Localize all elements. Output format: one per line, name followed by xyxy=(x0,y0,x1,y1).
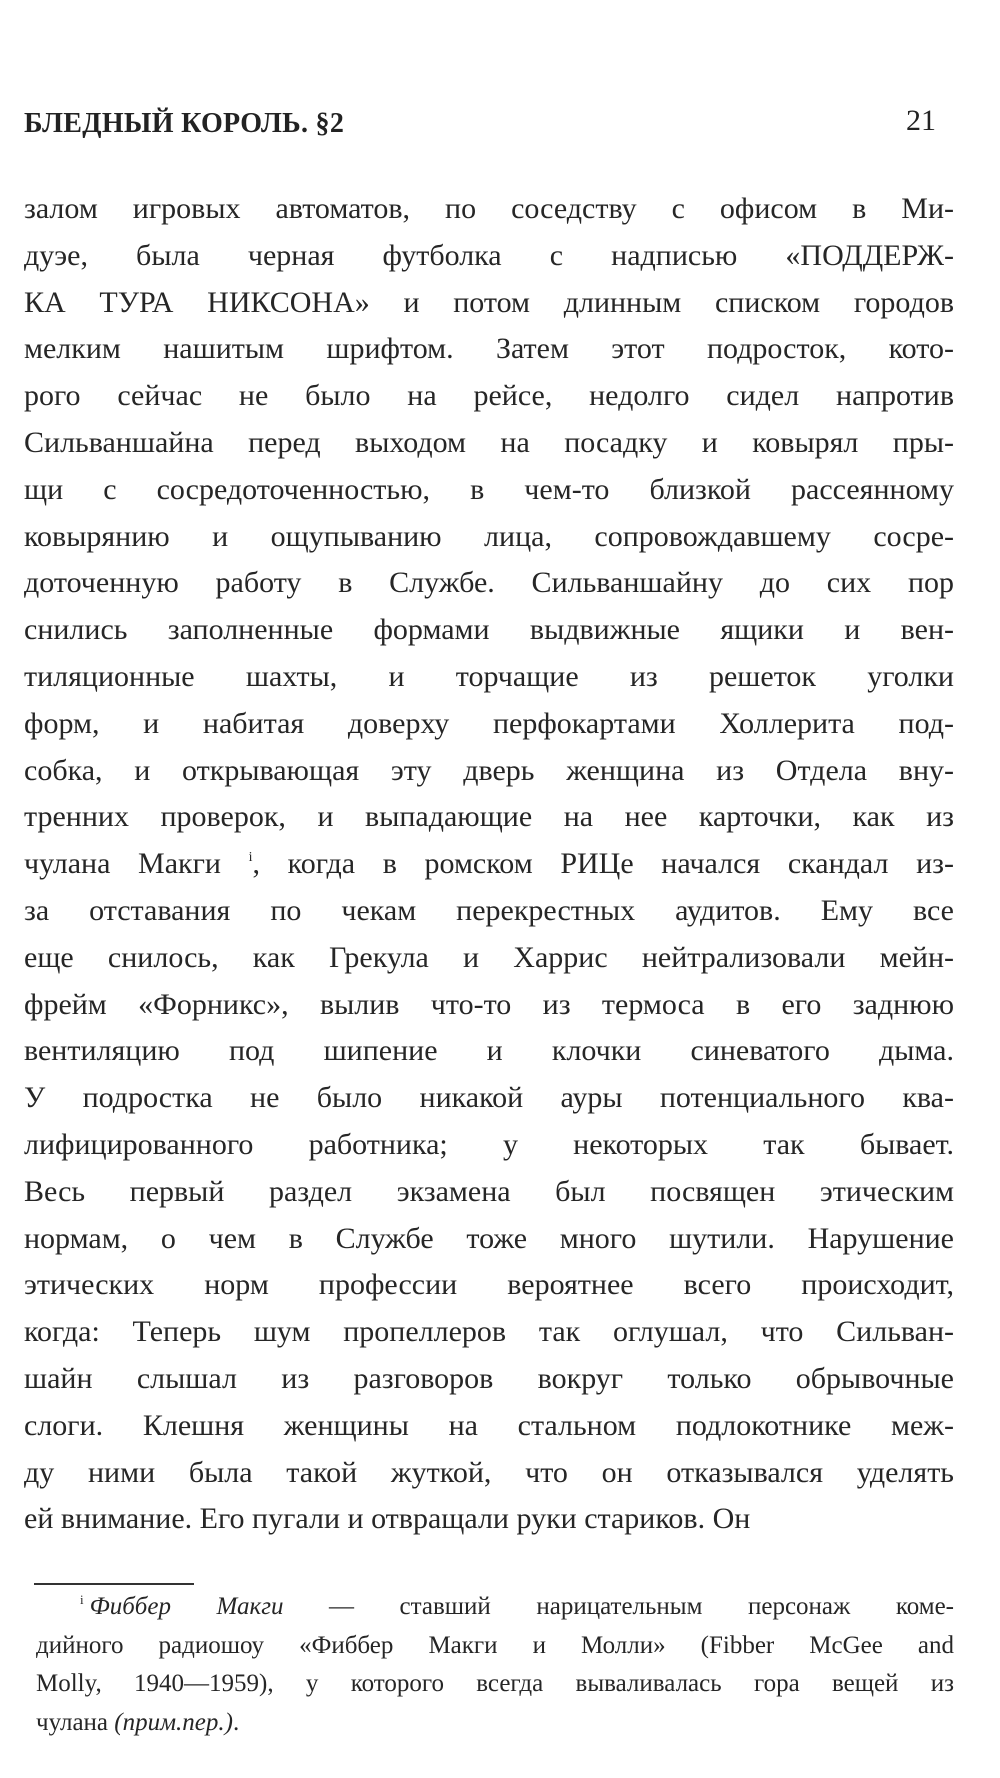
footnote-text: — ставший нарицательным персонаж коме- xyxy=(283,1593,954,1620)
text-line: тренних проверок, и выпадающие на нее карточки, как из xyxy=(24,800,954,834)
footnote-text: чулана xyxy=(36,1708,115,1736)
text-line: тиляционные шахты, и торчащие из решеток уголки xyxy=(24,659,954,693)
footnote-marker: i xyxy=(80,1592,84,1607)
footnote-translator-note: (прим.пер.) xyxy=(114,1708,233,1736)
footnote-line xyxy=(36,1588,954,1627)
text-line: залом игровых автоматов, по соседству с офисом в Ми- xyxy=(24,192,954,225)
text-line: нормам, о чем в Службе тоже много шутили. Нарушение xyxy=(24,1221,954,1255)
text-line: форм, и набитая доверху перфокартами Холлерита под- xyxy=(24,706,954,740)
footnote-line xyxy=(36,1704,954,1743)
footnote-term: Фиббер Макги xyxy=(89,1593,284,1620)
text-line: щи с сосредоточенностью, в чем-то близкой рассеянному xyxy=(24,472,954,506)
footnote xyxy=(36,1588,954,1742)
text-line: этических норм профессии вероятнее всего происходит, xyxy=(24,1268,954,1302)
text-fragment: , когда в ромском РИЦе начался скандал из- xyxy=(252,847,954,881)
text-line: У подростка не было никакой ауры потенциального ква- xyxy=(24,1081,954,1115)
footnote-text: . xyxy=(232,1708,240,1736)
text-line: слоги. Клешня женщины на стальном подлокотнике меж- xyxy=(24,1408,954,1442)
text-line-with-footnote-ref xyxy=(24,841,954,888)
text-line: ду ними была такой жуткой, что он отказывался уделять xyxy=(24,1455,954,1489)
text-line: фрейм «Форникс», вылив что-то из термоса в его заднюю xyxy=(24,987,954,1021)
text-line: ковырянию и ощупыванию лица, сопровождавшему сосре- xyxy=(24,519,954,553)
text-line: Сильваншайна перед выходом на посадку и ковырял пры- xyxy=(24,425,954,459)
text-line: шайн слышал из разговоров вокруг только обрывочные xyxy=(24,1361,954,1395)
text-fragment: чулана Макги xyxy=(24,847,221,881)
body-text xyxy=(24,186,954,1543)
text-line: КА ТУРА НИКСОНА» и потом длинным списком городов xyxy=(24,285,954,319)
text-line: лифицированного работника; у некоторых так бывает. xyxy=(24,1127,954,1161)
text-line: рого сейчас не было на рейсе, недолго сидел напротив xyxy=(24,379,954,413)
footnote-line: дийного радиошоу «Фиббер Макги и Молли» (Fibber McGee and xyxy=(36,1631,954,1659)
footnote-reference: i xyxy=(248,850,253,866)
text-line: Весь первый раздел экзамена был посвящен этическим xyxy=(24,1174,954,1208)
page-number: 21 xyxy=(906,104,936,137)
footnote-divider xyxy=(34,1583,194,1585)
text-line: вентиляцию под шипение и клочки синеватого дыма. xyxy=(24,1034,954,1068)
footnote-line: Molly, 1940—1959), у которого всегда вываливалась гора вещей из xyxy=(36,1670,954,1697)
text-line: собка, и открывающая эту дверь женщина из Отдела вну- xyxy=(24,753,954,787)
text-line: доточенную работу в Службе. Сильваншайну до сих пор xyxy=(24,566,954,600)
text-line: еще снилось, как Грекула и Харрис нейтрализовали мейн- xyxy=(24,940,954,974)
text-line: ей внимание. Его пугали и отвращали руки стариков. Он xyxy=(24,1502,751,1536)
text-line: когда: Теперь шум пропеллеров так оглушал, что Сильван- xyxy=(24,1315,954,1349)
text-line: за отставания по чекам перекрестных аудитов. Ему все xyxy=(24,893,954,927)
text-line: снились заполненные формами выдвижные ящики и вен- xyxy=(24,613,954,647)
text-line: мелким нашитым шрифтом. Затем этот подросток, кото- xyxy=(24,332,954,366)
text-line: дуэе, была черная футболка с надписью «ПОДДЕРЖ- xyxy=(24,238,954,272)
running-title: БЛЕДНЫЙ КОРОЛЬ. §2 xyxy=(24,108,345,139)
